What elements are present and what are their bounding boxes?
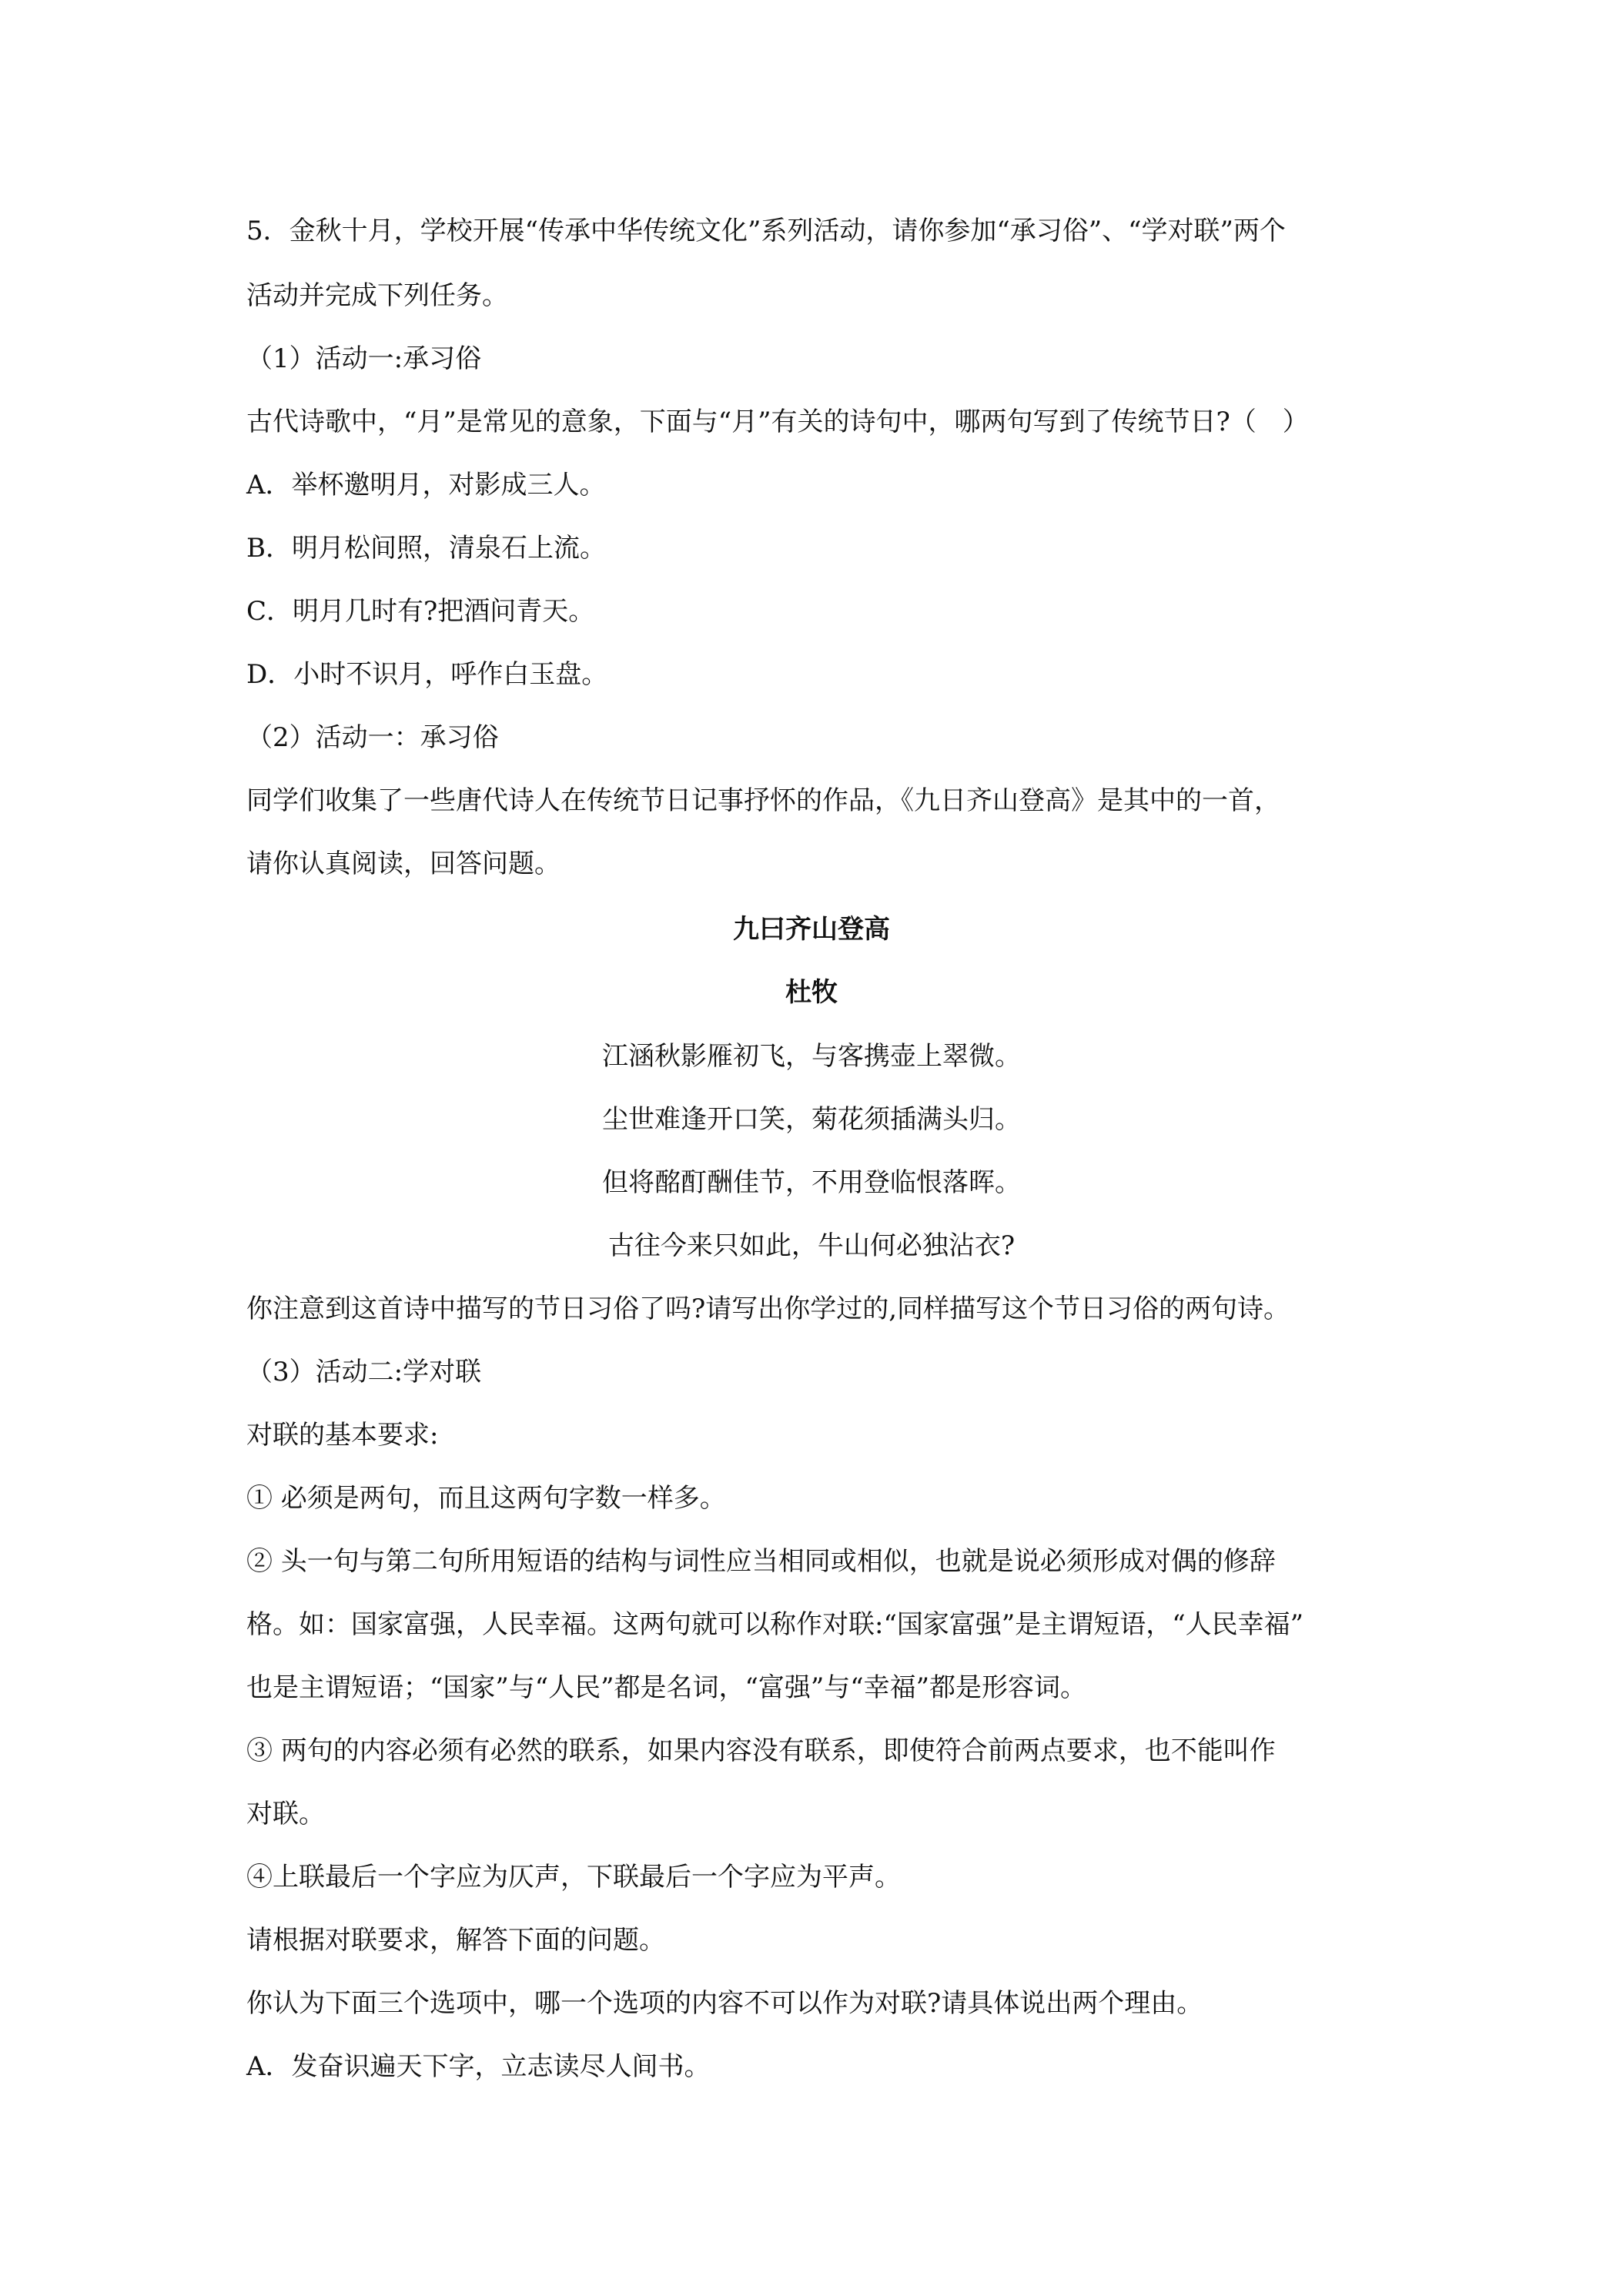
part3-rule-4: ④上联最后一个字应为仄声，下联最后一个字应为平声。 bbox=[246, 1862, 901, 1893]
part2-prompt-line1: 同学们收集了一些唐代诗人在传统节日记事抒怀的作品，《九日齐山登高》是其中的一首， bbox=[246, 785, 1280, 816]
poem-line-3: 但将酩酊酬佳节，不用登临恨落晖。 bbox=[602, 1167, 1021, 1198]
part3-option-a: A．发奋识遍天下字，立志读尽人间书。 bbox=[246, 2051, 711, 2082]
part3-prompt: 你认为下面三个选项中，哪一个选项的内容不可以作为对联?请具体说出两个理由。 bbox=[246, 1988, 1203, 2019]
part3-rule-2-line2: 格。如：国家富强，人民幸福。这两句就可以称作对联:“国家富强”是主谓短语，“人民幸福” bbox=[246, 1609, 1303, 1640]
part1-option-d: D．小时不识月，呼作白玉盘。 bbox=[246, 659, 608, 690]
poem-author: 杜牧 bbox=[785, 977, 838, 1008]
part2-question: 你注意到这首诗中描写的节日习俗了吗?请写出你学过的,同样描写这个节日习俗的两句诗。 bbox=[246, 1294, 1290, 1324]
part3-rule-1: ① 必须是两句，而且这两句字数一样多。 bbox=[246, 1483, 726, 1514]
part3-rule-2-line1: ② 头一句与第二句所用短语的结构与词性应当相同或相似，也就是说必须形成对偶的修辞 bbox=[246, 1546, 1276, 1577]
part3-instruction: 请根据对联要求，解答下面的问题。 bbox=[246, 1925, 665, 1956]
poem-line-1: 江涵秋影雁初飞，与客携壶上翠微。 bbox=[602, 1041, 1021, 1072]
poem-title: 九曰齐山登高 bbox=[733, 914, 890, 945]
part3-rule-3-line2: 对联。 bbox=[246, 1799, 325, 1829]
part2-heading: （2）活动一：承习俗 bbox=[246, 722, 499, 753]
part1-option-c: C．明月几时有?把酒问青天。 bbox=[246, 596, 595, 627]
part2-prompt-line2: 请你认真阅读，回答问题。 bbox=[246, 848, 561, 879]
part1-prompt: 古代诗歌中，“月”是常见的意象，下面与“月”有关的诗句中，哪两句写到了传统节日?（ ） bbox=[246, 407, 1309, 437]
question-intro-line2: 活动并完成下列任务。 bbox=[246, 280, 508, 311]
part1-option-a: A．举杯邀明月，对影成三人。 bbox=[246, 470, 606, 500]
question-intro-line1: 5．金秋十月，学校开展“传承中华传统文化”系列活动，请你参加“承习俗”、“学对联”两个 bbox=[246, 216, 1286, 246]
part3-rules-title: 对联的基本要求: bbox=[246, 1420, 439, 1451]
part3-heading: （3）活动二:学对联 bbox=[246, 1357, 482, 1387]
poem-line-4: 古往今来只如此，牛山何必独沾衣? bbox=[607, 1230, 1016, 1261]
part3-rule-3-line1: ③ 两句的内容必须有必然的联系，如果内容没有联系，即使符合前两点要求，也不能叫作 bbox=[246, 1735, 1276, 1766]
part3-rule-2-line3: 也是主谓短语；“国家”与“人民”都是名词，“富强”与“幸福”都是形容词。 bbox=[246, 1672, 1087, 1703]
poem-line-2: 尘世难逢开口笑，菊花须插满头归。 bbox=[602, 1104, 1021, 1135]
part1-heading: （1）活动一:承习俗 bbox=[246, 343, 482, 374]
part1-option-b: B．明月松间照，清泉石上流。 bbox=[246, 533, 606, 564]
